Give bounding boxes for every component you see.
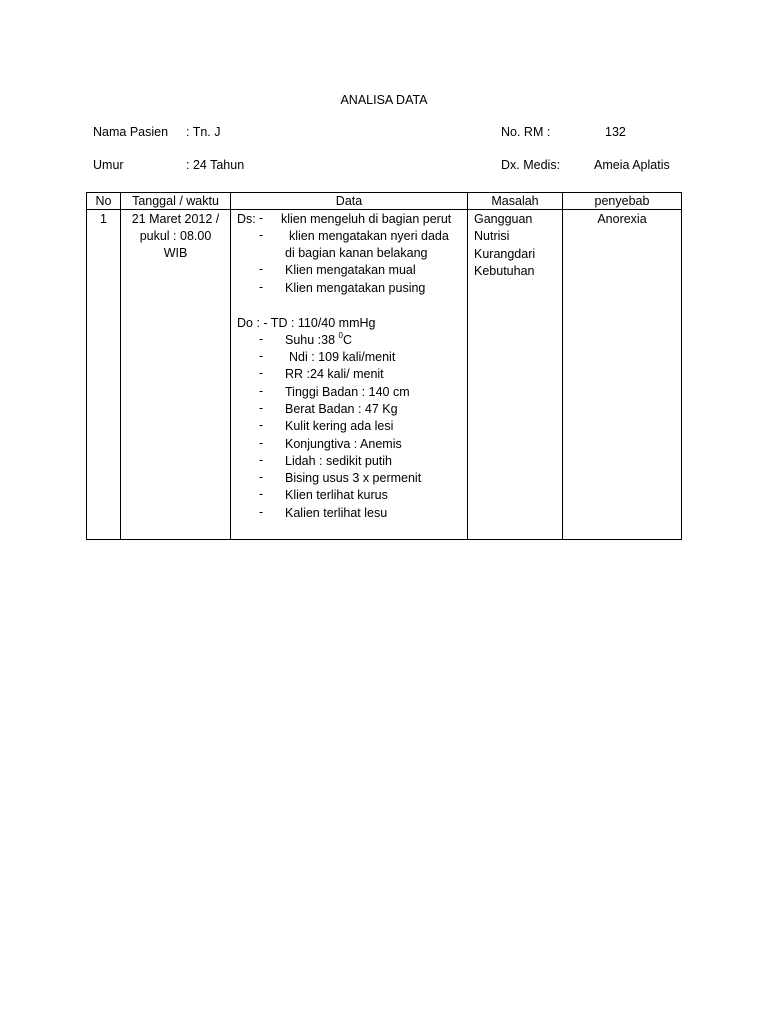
bullet-dash: -	[259, 453, 264, 467]
patient-name-label: Nama Pasien	[93, 125, 169, 139]
do-line: Tinggi Badan : 140 cm	[285, 385, 410, 399]
bullet-dash: -	[259, 418, 264, 432]
bullet-dash: -	[259, 366, 264, 380]
do-line: Klien terlihat kurus	[285, 488, 388, 502]
do-temp-prefix: Suhu :38	[285, 333, 339, 347]
do-label: Do : - TD : 110/40 mmHg	[237, 316, 376, 330]
ds-line: Klien mengatakan pusing	[285, 281, 426, 295]
row-date	[121, 210, 231, 540]
page-title: ANALISA DATA	[340, 93, 428, 107]
bullet-dash: -	[259, 436, 264, 450]
date-line: 21 Maret 2012 /	[131, 212, 220, 226]
bullet-dash: -	[259, 280, 264, 294]
ds-line: Klien mengatakan mual	[285, 263, 416, 277]
do-line: Konjungtiva : Anemis	[285, 437, 402, 451]
rm-label: No. RM :	[501, 125, 551, 139]
do-temp-unit: C	[342, 333, 352, 347]
table-header-row	[87, 193, 682, 210]
ds-line: klien mengatakan nyeri dada	[289, 229, 449, 243]
header-masalah: Masalah	[468, 193, 563, 210]
row-masalah	[468, 210, 563, 540]
row-no-text: 1	[100, 212, 107, 226]
age-value: : 24 Tahun	[186, 158, 245, 172]
row-no	[87, 210, 121, 540]
bullet-dash: -	[259, 384, 264, 398]
row-data	[231, 210, 468, 540]
bullet-dash: -	[259, 470, 264, 484]
header-date: Tanggal / waktu	[121, 193, 231, 210]
masalah-line: Nutrisi	[474, 229, 510, 244]
masalah-line: Kurangdari	[474, 246, 536, 261]
header-penyebab: penyebab	[563, 193, 682, 210]
bullet-dash: -	[259, 211, 264, 225]
do-line: Bising usus 3 x permenit	[285, 471, 422, 485]
do-temp-degree: 0	[338, 330, 343, 340]
do-line: Kulit kering ada lesi	[285, 419, 394, 433]
rm-value: 132	[605, 125, 626, 139]
header-data: Data	[231, 193, 468, 210]
dx-value: Ameia Aplatis	[594, 158, 670, 172]
ds-label: Ds:	[237, 212, 256, 226]
header-no: No	[87, 193, 121, 210]
dx-label: Dx. Medis:	[501, 158, 561, 172]
ds-line: di bagian kanan belakang	[285, 246, 428, 260]
masalah-line: Kebutuhan	[474, 263, 535, 278]
date-line: pukul : 08.00	[139, 229, 212, 243]
bullet-dash: -	[259, 332, 264, 346]
do-line: Lidah : sedikit putih	[285, 454, 393, 468]
date-line: WIB	[163, 246, 188, 260]
do-line: Kalien terlihat lesu	[285, 506, 388, 520]
ds-line: klien mengeluh di bagian perut	[281, 212, 452, 226]
masalah-line: Gangguan	[474, 212, 533, 226]
bullet-dash: -	[259, 349, 264, 363]
bullet-dash: -	[259, 401, 264, 415]
do-temperature	[285, 332, 352, 349]
patient-name-value: : Tn. J	[186, 125, 221, 139]
bullet-dash: -	[259, 228, 264, 242]
table-row	[87, 210, 682, 540]
penyebab-text: Anorexia	[597, 212, 647, 226]
bullet-dash: -	[259, 505, 264, 519]
age-label: Umur	[93, 158, 124, 172]
bullet-dash: -	[259, 487, 264, 501]
analysis-table	[86, 192, 682, 540]
bullet-dash: -	[259, 262, 264, 276]
do-line: Berat Badan : 47 Kg	[285, 402, 398, 416]
do-line: Ndi : 109 kali/menit	[289, 350, 396, 364]
do-line: RR :24 kali/ menit	[285, 367, 384, 381]
row-penyebab	[563, 210, 682, 540]
